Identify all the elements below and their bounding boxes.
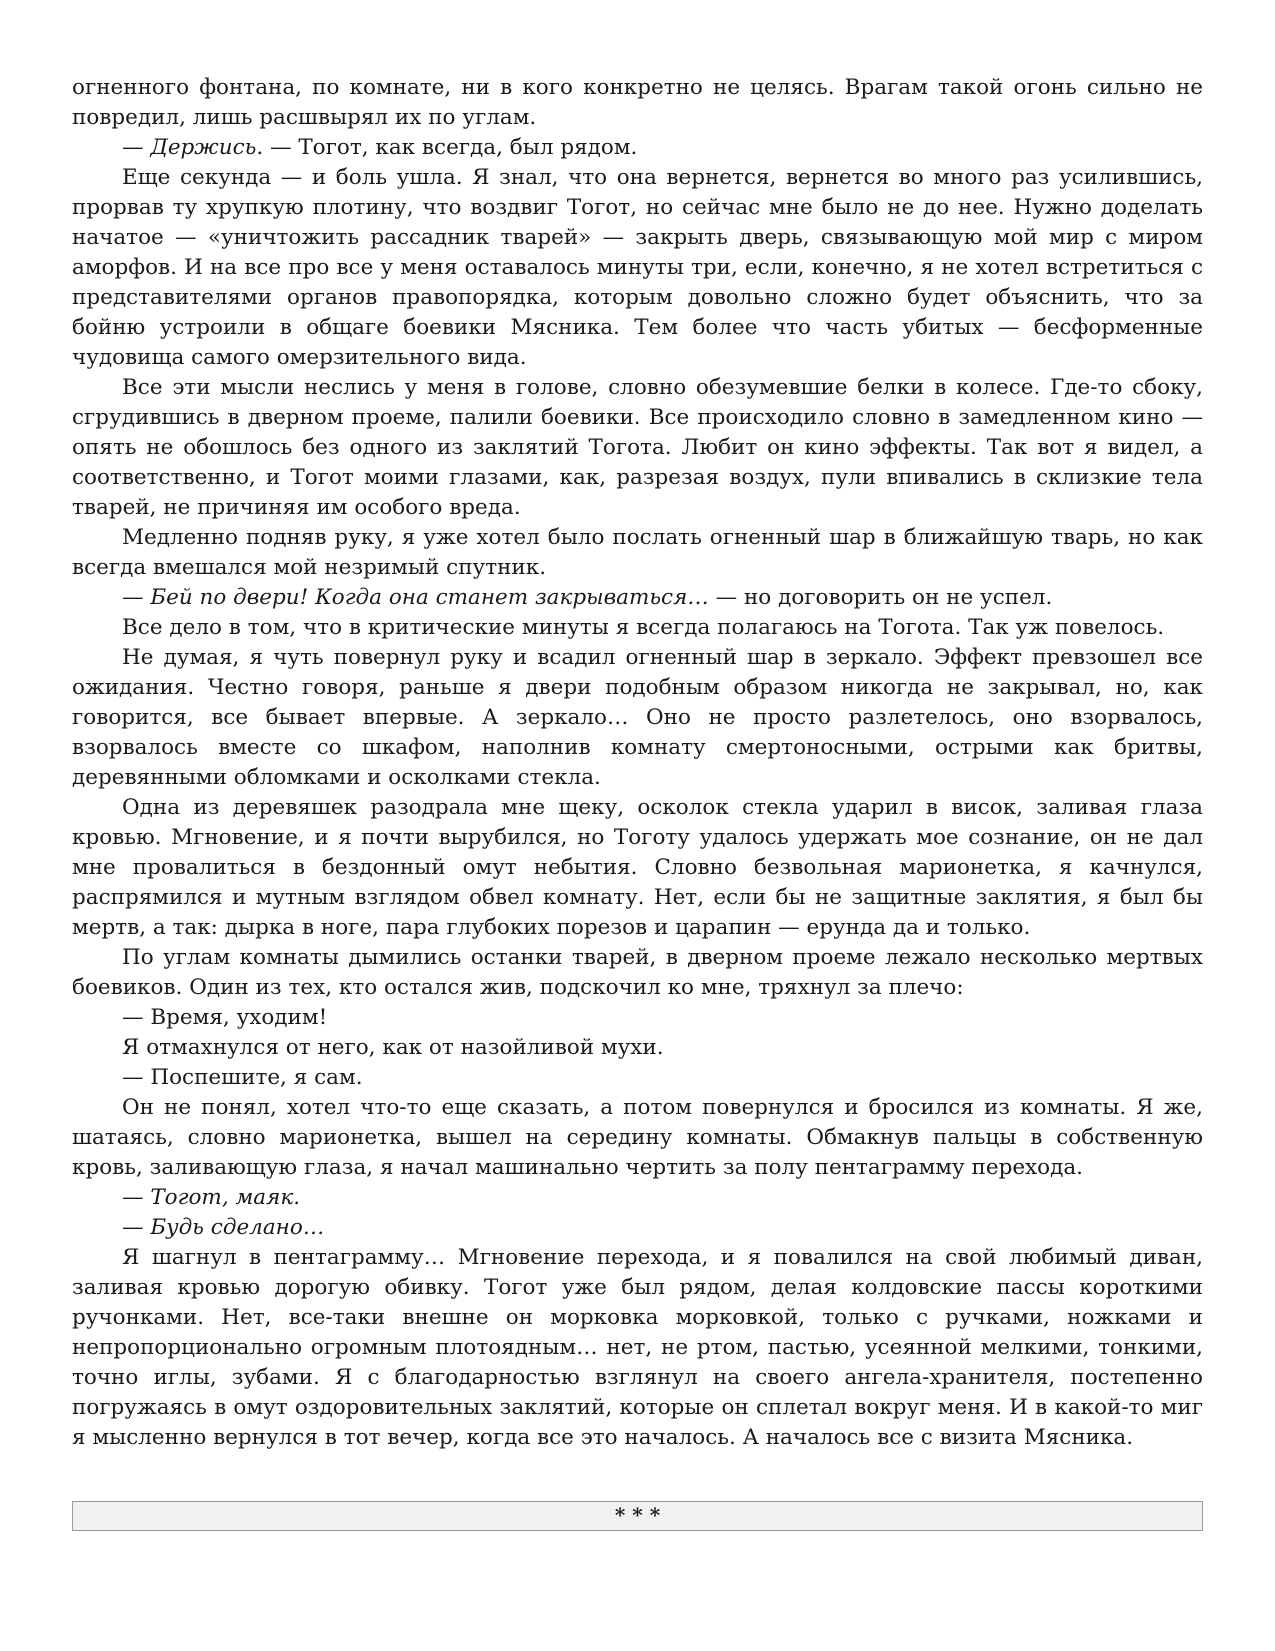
document-body xyxy=(72,73,1203,1453)
paragraph-9: Одна из деревяшек разодрала мне щеку, осколок стекла ударил в висок, заливая глаза кровью. Мгновение, и я почти вырубился, но Тоготу удалось удержать мое сознание, он не дал мне провалиться в бездонный омут небытия. Словно безвольная марионетка, я качнулся, распрямился и мутным взглядом обвел комнату. Нет, если бы не защитные заклятия, я был бы мертв, а так: дырка в ноге, пара глубоких порезов и царапин — ерунда да и только. xyxy=(72,795,1203,940)
paragraph-15-dialogue xyxy=(72,1183,1203,1213)
dialogue-italic: — Тогот, маяк. xyxy=(122,1185,301,1210)
dialogue-italic: — Держись. xyxy=(122,135,264,160)
paragraph-11-dialogue: — Время, уходим! xyxy=(122,1005,328,1030)
paragraph-13-dialogue: — Поспешите, я сам. xyxy=(122,1065,363,1090)
paragraph-10: По углам комнаты дымились останки тварей, в дверном проеме лежало несколько мертвых боевиков. Один из тех, кто остался жив, подскочил ко мне, тряхнул за плечо: xyxy=(72,945,1203,1000)
paragraph-12: Я отмахнулся от него, как от назойливой мухи. xyxy=(122,1035,664,1060)
paragraph-6-dialogue xyxy=(72,583,1203,613)
paragraph-7: Все дело в том, что в критические минуты я всегда полагаюсь на Тогота. Так уж повелось. xyxy=(122,615,1165,640)
paragraph-1: огненного фонтана, по комнате, ни в кого конкретно не целясь. Врагам такой огонь сильно не повредил, лишь расшвырял их по углам. xyxy=(72,75,1203,130)
paragraph-2-dialogue xyxy=(72,133,1203,163)
paragraph-5: Медленно подняв руку, я уже хотел было послать огненный шар в ближайшую тварь, но как всегда вмешался мой незримый спутник. xyxy=(72,525,1203,580)
dialogue-narration: — но договорить он не успел. xyxy=(708,585,1053,610)
paragraph-16-dialogue xyxy=(72,1213,1203,1243)
dialogue-italic: — Бей по двери! Когда она станет закрываться… xyxy=(122,585,709,610)
dialogue-narration: — Тогот, как всегда, был рядом. xyxy=(263,135,638,160)
section-separator: * * * xyxy=(72,1501,1203,1531)
paragraph-8: Не думая, я чуть повернул руку и всадил огненный шар в зеркало. Эффект превзошел все ожидания. Честно говоря, раньше я двери подобным образом никогда не закрывал, но, как говорится, все бывает впервые. А зеркало… Оно не просто разлетелось, оно взорвалось, взорвалось вместе со шкафом, наполнив комнату смертоносными, острыми как бритвы, деревянными обломками и осколками стекла. xyxy=(72,645,1203,790)
paragraph-3: Еще секунда — и боль ушла. Я знал, что она вернется, вернется во много раз усилившись, прорвав ту хрупкую плотину, что воздвиг Тогот, но сейчас мне было не до нее. Нужно доделать начатое — «уничтожить рассадник тварей» — закрыть дверь, связывающую мой мир с миром аморфов. И на все про все у меня оставалось минуты три, если, конечно, я не хотел встретиться с представителями органов правопорядка, которым довольно сложно будет объяснить, что за бойню устроили в общаге боевики Мясника. Тем более что часть убитых — бесформенные чудовища самого омерзительного вида. xyxy=(72,165,1203,370)
paragraph-17: Я шагнул в пентаграмму… Мгновение перехода, и я повалился на свой любимый диван, заливая кровью дорогую обивку. Тогот уже был рядом, делая колдовские пассы короткими ручонками. Нет, все-таки внешне он морковка морковкой, только с ручками, ножками и непропорционально огромным плотоядным… нет, не ртом, пастью, усеянной мелкими, тонкими, точно иглы, зубами. Я с благодарностью взглянул на своего ангела-хранителя, постепенно погружаясь в омут оздоровительных заклятий, которые он сплетал вокруг меня. И в какой-то миг я мысленно вернулся в тот вечер, когда все это началось. А началось все с визита Мясника. xyxy=(72,1245,1203,1450)
dialogue-italic: — Будь сделано… xyxy=(122,1215,325,1240)
paragraph-14: Он не понял, хотел что-то еще сказать, а потом повернулся и бросился из комнаты. Я же, шатаясь, словно марионетка, вышел на середину комнаты. Обмакнув пальцы в собственную кровь, заливающую глаза, я начал машинально чертить за полу пентаграмму перехода. xyxy=(72,1095,1203,1180)
paragraph-4: Все эти мысли неслись у меня в голове, словно обезумевшие белки в колесе. Где-то сбоку, сгрудившись в дверном проеме, палили боевики. Все происходило словно в замедленном кино — опять не обошлось без одного из заклятий Тогота. Любит он кино эффекты. Так вот я видел, а соответственно, и Тогот моими глазами, как, разрезая воздух, пули впивались в склизкие тела тварей, не причиняя им особого вреда. xyxy=(72,375,1203,520)
